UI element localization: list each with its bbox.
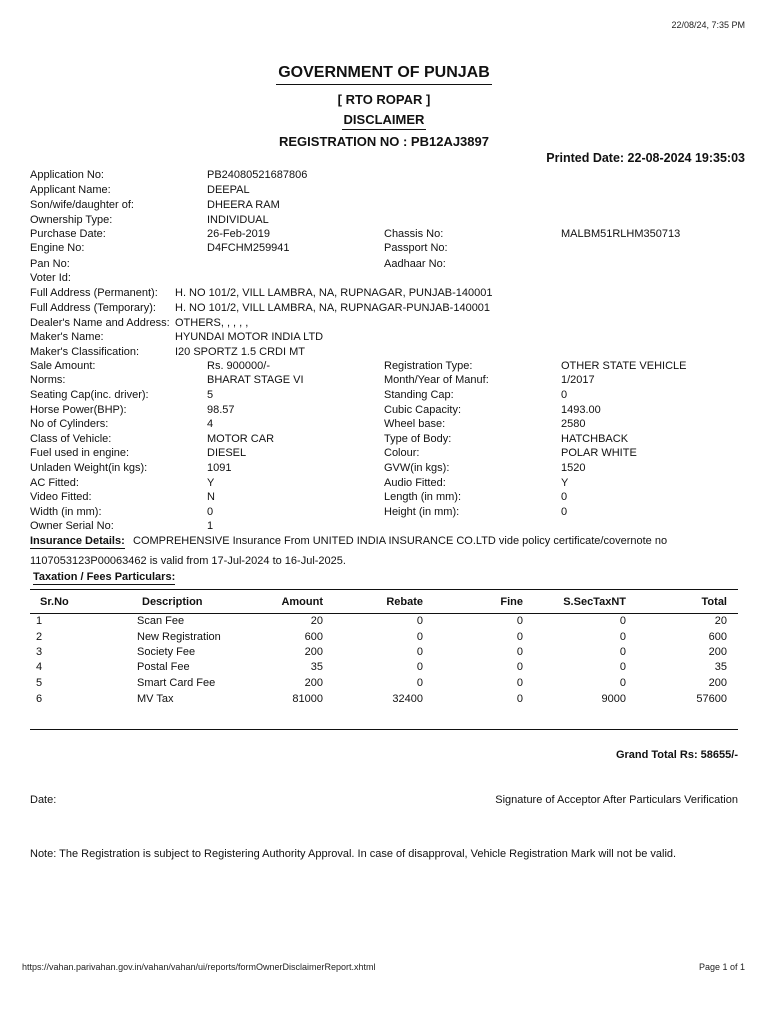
insurance-text-continued: 1107053123P00063462 is valid from 17-Jul-2024 to 16-Jul-2025. bbox=[30, 555, 346, 567]
grand-total: Grand Total Rs: 58655/- bbox=[615, 749, 738, 761]
width-label: Width (in mm): bbox=[30, 506, 102, 518]
cell-total: 57600 bbox=[696, 693, 727, 705]
cell-srno: 2 bbox=[36, 631, 43, 643]
date-label: Date: bbox=[30, 794, 57, 806]
fuel-value: DIESEL bbox=[207, 447, 247, 459]
video-fitted-label: Video Fitted: bbox=[30, 491, 92, 503]
cell-ssectaxnt: 0 bbox=[619, 615, 626, 627]
application-no-value: PB24080521687806 bbox=[207, 169, 308, 181]
cell-description: Scan Fee bbox=[137, 615, 185, 627]
col-header-description: Description bbox=[142, 596, 203, 608]
seating-value: 5 bbox=[207, 389, 214, 401]
cell-fine: 0 bbox=[516, 661, 523, 673]
ac-fitted-value: Y bbox=[207, 477, 215, 489]
cell-description: Society Fee bbox=[137, 646, 196, 658]
cell-amount: 200 bbox=[304, 677, 323, 689]
height-label: Height (in mm): bbox=[384, 506, 460, 518]
colour-value: POLAR WHITE bbox=[561, 447, 637, 459]
cell-total: 200 bbox=[708, 646, 727, 658]
cell-srno: 5 bbox=[36, 677, 43, 689]
cell-fine: 0 bbox=[516, 631, 523, 643]
signature-label: Signature of Acceptor After Particulars Verification bbox=[495, 794, 738, 806]
application-no-label: Application No: bbox=[30, 169, 104, 181]
cell-srno: 4 bbox=[36, 661, 43, 673]
cell-description: MV Tax bbox=[137, 693, 174, 705]
engine-no-label: Engine No: bbox=[30, 242, 85, 254]
cell-srno: 1 bbox=[36, 615, 43, 627]
cell-amount: 35 bbox=[310, 661, 323, 673]
cylinders-value: 4 bbox=[207, 418, 214, 430]
cell-ssectaxnt: 9000 bbox=[601, 693, 626, 705]
cell-fine: 0 bbox=[516, 646, 523, 658]
maker-name-value: HYUNDAI MOTOR INDIA LTD bbox=[175, 331, 324, 343]
cylinders-label: No of Cylinders: bbox=[30, 418, 109, 430]
cell-description: New Registration bbox=[137, 631, 221, 643]
applicant-name-value: DEEPAL bbox=[207, 184, 250, 196]
manuf-value: 1/2017 bbox=[561, 374, 595, 386]
cell-rebate: 0 bbox=[416, 646, 423, 658]
col-header-total: Total bbox=[701, 596, 727, 608]
cell-amount: 20 bbox=[310, 615, 323, 627]
chassis-no-label: Chassis No: bbox=[384, 228, 444, 240]
cell-ssectaxnt: 0 bbox=[619, 661, 626, 673]
voter-id-label: Voter Id: bbox=[30, 272, 71, 284]
rto-title: [ RTO ROPAR ] bbox=[337, 92, 431, 107]
registration-number: REGISTRATION NO : PB12AJ3897 bbox=[279, 134, 489, 149]
cell-rebate: 0 bbox=[416, 631, 423, 643]
address-temporary-value: H. NO 101/2, VILL LAMBRA, NA, RUPNAGAR-PUNJAB-140001 bbox=[175, 302, 491, 314]
purchase-date-value: 26-Feb-2019 bbox=[207, 228, 270, 240]
cell-srno: 6 bbox=[36, 693, 43, 705]
width-value: 0 bbox=[207, 506, 214, 518]
table-top-rule bbox=[30, 589, 738, 590]
wheel-base-label: Wheel base: bbox=[384, 418, 446, 430]
seating-label: Seating Cap(inc. driver): bbox=[30, 389, 149, 401]
col-header-amount: Amount bbox=[281, 596, 323, 608]
ownership-type-value: INDIVIDUAL bbox=[207, 214, 269, 226]
ac-fitted-label: AC Fitted: bbox=[30, 477, 79, 489]
standing-value: 0 bbox=[561, 389, 568, 401]
aadhaar-no-label: Aadhaar No: bbox=[384, 258, 446, 270]
taxation-label: Taxation / Fees Particulars: bbox=[33, 571, 176, 583]
unladen-weight-label: Unladen Weight(in kgs): bbox=[30, 462, 148, 474]
video-fitted-value: N bbox=[207, 491, 215, 503]
cubic-capacity-value: 1493.00 bbox=[561, 404, 601, 416]
chassis-no-value: MALBM51RLHM350713 bbox=[561, 228, 681, 240]
government-title: GOVERNMENT OF PUNJAB bbox=[0, 64, 768, 82]
cell-ssectaxnt: 0 bbox=[619, 646, 626, 658]
gvw-value: 1520 bbox=[561, 462, 586, 474]
cell-ssectaxnt: 0 bbox=[619, 677, 626, 689]
pan-no-label: Pan No: bbox=[30, 258, 70, 270]
cell-amount: 200 bbox=[304, 646, 323, 658]
cell-fine: 0 bbox=[516, 615, 523, 627]
sale-amount-value: Rs. 900000/- bbox=[207, 360, 270, 372]
registration-note: Note: The Registration is subject to Registering Authority Approval. In case of disapproval, Vehicle Registration Mark will not be valid. bbox=[30, 848, 677, 860]
cell-amount: 600 bbox=[304, 631, 323, 643]
horse-power-value: 98.57 bbox=[207, 404, 235, 416]
applicant-name-label: Applicant Name: bbox=[30, 184, 111, 196]
norms-value: BHARAT STAGE VI bbox=[207, 374, 304, 386]
col-header-ssectaxnt: S.SecTaxNT bbox=[563, 596, 626, 608]
insurance-label: Insurance Details: bbox=[30, 535, 125, 547]
cell-total: 35 bbox=[714, 661, 727, 673]
owner-serial-value: 1 bbox=[207, 520, 214, 532]
cubic-capacity-label: Cubic Capacity: bbox=[384, 404, 462, 416]
printed-date: Printed Date: 22-08-2024 19:35:03 bbox=[546, 151, 745, 165]
unladen-weight-value: 1091 bbox=[207, 462, 232, 474]
passport-no-label: Passport No: bbox=[384, 242, 448, 254]
length-value: 0 bbox=[561, 491, 568, 503]
norms-label: Norms: bbox=[30, 374, 66, 386]
table-bottom-rule bbox=[30, 729, 738, 730]
cell-rebate: 0 bbox=[416, 661, 423, 673]
cell-amount: 81000 bbox=[292, 693, 323, 705]
address-permanent-value: H. NO 101/2, VILL LAMBRA, NA, RUPNAGAR, PUNJAB-140001 bbox=[175, 287, 493, 299]
cell-description: Smart Card Fee bbox=[137, 677, 216, 689]
cell-rebate: 0 bbox=[416, 677, 423, 689]
table-header-rule bbox=[30, 613, 738, 614]
cell-ssectaxnt: 0 bbox=[619, 631, 626, 643]
audio-fitted-value: Y bbox=[561, 477, 569, 489]
dealer-label: Dealer's Name and Address: bbox=[30, 317, 170, 329]
cell-srno: 3 bbox=[36, 646, 43, 658]
height-value: 0 bbox=[561, 506, 568, 518]
page-url: https://vahan.parivahan.gov.in/vahan/vahan/ui/reports/formOwnerDisclaimerReport.xhtml bbox=[22, 962, 376, 972]
vehicle-class-value: MOTOR CAR bbox=[207, 433, 275, 445]
vehicle-class-label: Class of Vehicle: bbox=[30, 433, 112, 445]
body-type-label: Type of Body: bbox=[384, 433, 452, 445]
length-label: Length (in mm): bbox=[384, 491, 462, 503]
maker-class-value: I20 SPORTZ 1.5 CRDI MT bbox=[175, 346, 305, 358]
cell-fine: 0 bbox=[516, 677, 523, 689]
manuf-label: Month/Year of Manuf: bbox=[384, 374, 489, 386]
gvw-label: GVW(in kgs): bbox=[384, 462, 450, 474]
insurance-text: COMPREHENSIVE Insurance From UNITED INDIA INSURANCE CO.LTD vide policy certificate/covernote no bbox=[133, 535, 668, 547]
purchase-date-label: Purchase Date: bbox=[30, 228, 106, 240]
maker-class-label: Maker's Classification: bbox=[30, 346, 140, 358]
owner-serial-label: Owner Serial No: bbox=[30, 520, 114, 532]
horse-power-label: Horse Power(BHP): bbox=[30, 404, 127, 416]
standing-label: Standing Cap: bbox=[384, 389, 454, 401]
col-header-fine: Fine bbox=[500, 596, 523, 608]
colour-label: Colour: bbox=[384, 447, 420, 459]
col-header-srno: Sr.No bbox=[40, 596, 69, 608]
ownership-type-label: Ownership Type: bbox=[30, 214, 113, 226]
cell-total: 600 bbox=[708, 631, 727, 643]
cell-fine: 0 bbox=[516, 693, 523, 705]
registration-type-value: OTHER STATE VEHICLE bbox=[561, 360, 687, 372]
page-number: Page 1 of 1 bbox=[698, 962, 745, 972]
relation-value: DHEERA RAM bbox=[207, 199, 280, 211]
body-type-value: HATCHBACK bbox=[561, 433, 629, 445]
cell-total: 20 bbox=[714, 615, 727, 627]
registration-type-label: Registration Type: bbox=[384, 360, 473, 372]
dealer-value: OTHERS, , , , , bbox=[175, 317, 249, 329]
address-temporary-label: Full Address (Temporary): bbox=[30, 302, 156, 314]
address-permanent-label: Full Address (Permanent): bbox=[30, 287, 158, 299]
relation-label: Son/wife/daughter of: bbox=[30, 199, 134, 211]
col-header-rebate: Rebate bbox=[386, 596, 423, 608]
print-timestamp: 22/08/24, 7:35 PM bbox=[671, 20, 745, 30]
cell-total: 200 bbox=[708, 677, 727, 689]
wheel-base-value: 2580 bbox=[561, 418, 586, 430]
disclaimer-title: DISCLAIMER bbox=[0, 112, 768, 127]
fuel-label: Fuel used in engine: bbox=[30, 447, 130, 459]
cell-description: Postal Fee bbox=[137, 661, 190, 673]
maker-name-label: Maker's Name: bbox=[30, 331, 104, 343]
engine-no-value: D4FCHM259941 bbox=[207, 242, 290, 254]
cell-rebate: 0 bbox=[416, 615, 423, 627]
cell-rebate: 32400 bbox=[392, 693, 423, 705]
audio-fitted-label: Audio Fitted: bbox=[384, 477, 446, 489]
sale-amount-label: Sale Amount: bbox=[30, 360, 96, 372]
